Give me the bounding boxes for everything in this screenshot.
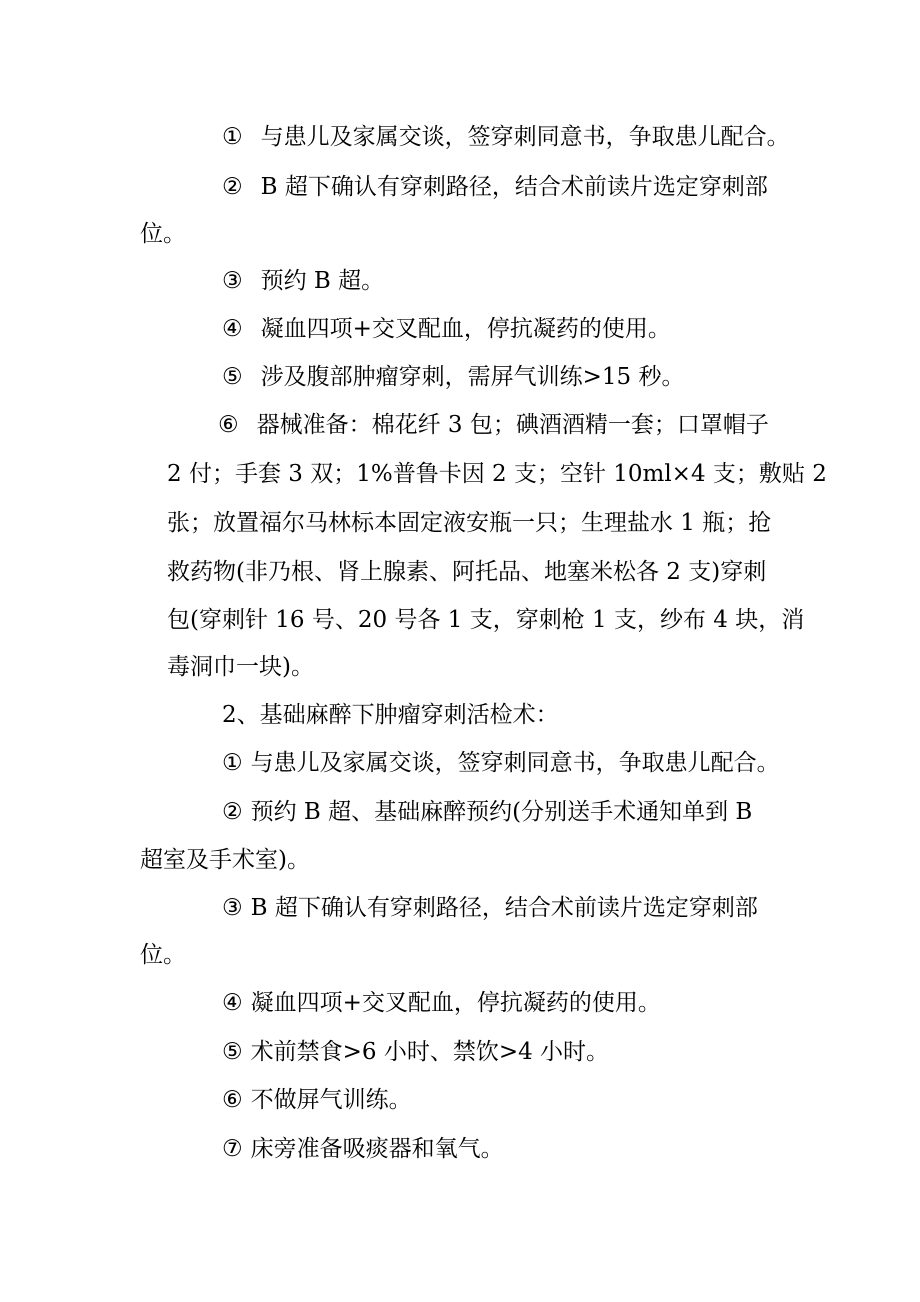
list-item-2-2-cont bbox=[140, 845, 310, 875]
item-text: 凝血四项+交叉配血，停抗凝药的使用。 bbox=[260, 316, 671, 342]
item-marker: ⑥ bbox=[218, 412, 239, 438]
item-marker: ③ bbox=[222, 268, 243, 294]
list-item-1-3 bbox=[222, 266, 384, 296]
list-item-1-6-cont bbox=[167, 652, 314, 682]
item-marker: ① bbox=[222, 750, 243, 776]
list-item-2-2 bbox=[222, 797, 752, 827]
list-item-1-2-cont bbox=[140, 219, 186, 249]
list-item-2-6 bbox=[222, 1085, 412, 1115]
item-marker: ⑤ bbox=[222, 1039, 243, 1065]
list-item-1-6-cont bbox=[167, 605, 804, 635]
item-text: 包(穿刺针 16 号、20 号各 1 支，穿刺枪 1 支，纱布 4 块，消 bbox=[167, 607, 805, 633]
item-text: 与患儿及家属交谈，签穿刺同意书，争取患儿配合。 bbox=[260, 124, 790, 150]
list-item-2-1 bbox=[222, 748, 780, 778]
list-item-2-3 bbox=[222, 893, 758, 923]
item-text: 预约 B 超。 bbox=[260, 268, 385, 294]
item-text: 毒洞巾一块)。 bbox=[167, 654, 314, 680]
item-text: 术前禁食>6 小时、禁饮>4 小时。 bbox=[250, 1039, 610, 1065]
list-item-1-4 bbox=[222, 314, 671, 344]
list-item-1-2 bbox=[222, 172, 768, 202]
item-text: 床旁准备吸痰器和氧气。 bbox=[250, 1136, 504, 1162]
item-marker: ② bbox=[222, 174, 243, 200]
item-text: 凝血四项+交叉配血，停抗凝药的使用。 bbox=[250, 990, 661, 1016]
list-item-1-6-cont bbox=[167, 459, 827, 489]
item-marker: ③ bbox=[222, 895, 243, 921]
item-text: 张；放置福尔马林标本固定液安瓶一只；生理盐水 1 瓶；抢 bbox=[167, 510, 772, 536]
item-marker: ⑤ bbox=[222, 364, 243, 390]
item-marker: ⑦ bbox=[222, 1136, 243, 1162]
item-text: 预约 B 超、基础麻醉预约(分别送手术通知单到 B bbox=[250, 799, 753, 825]
item-marker: ⑥ bbox=[222, 1087, 243, 1113]
list-item-2-5 bbox=[222, 1037, 609, 1067]
list-item-2-4 bbox=[222, 988, 661, 1018]
list-item-1-5 bbox=[222, 362, 684, 392]
item-text: 器械准备：棉花纤 3 包；碘酒酒精一套；口罩帽子 bbox=[256, 412, 769, 438]
list-item-1-1 bbox=[222, 122, 790, 152]
item-text: 救药物(非乃根、肾上腺素、阿托品、地塞米松各 2 支)穿刺 bbox=[167, 559, 767, 585]
item-text: B 超下确认有穿刺路径，结合术前读片选定穿刺部 bbox=[260, 174, 768, 200]
item-text: 与患儿及家属交谈，签穿刺同意书，争取患儿配合。 bbox=[250, 750, 780, 776]
item-marker: ② bbox=[222, 799, 243, 825]
item-text: B 超下确认有穿刺路径，结合术前读片选定穿刺部 bbox=[250, 895, 758, 921]
list-item-2-3-cont bbox=[140, 940, 186, 970]
list-item-2-7 bbox=[222, 1134, 504, 1164]
item-marker: ① bbox=[222, 124, 243, 150]
list-item-1-6-cont bbox=[167, 557, 766, 587]
item-text: 不做屏气训练。 bbox=[250, 1087, 412, 1113]
item-text: 超室及手术室)。 bbox=[140, 847, 310, 873]
item-text: 涉及腹部肿瘤穿刺，需屏气训练>15 秒。 bbox=[260, 364, 685, 390]
list-item-1-6 bbox=[218, 410, 769, 440]
section-heading bbox=[222, 700, 559, 730]
item-text: 位。 bbox=[140, 942, 186, 968]
item-text: 2 付；手套 3 双；1%普鲁卡因 2 支；空针 10ml×4 支；敷贴 2 bbox=[167, 461, 827, 487]
list-item-1-6-cont bbox=[167, 508, 771, 538]
item-marker: ④ bbox=[222, 990, 243, 1016]
item-marker: ④ bbox=[222, 316, 243, 342]
heading-text: 2、基础麻醉下肿瘤穿刺活检术： bbox=[222, 702, 559, 728]
item-text: 位。 bbox=[140, 221, 186, 247]
